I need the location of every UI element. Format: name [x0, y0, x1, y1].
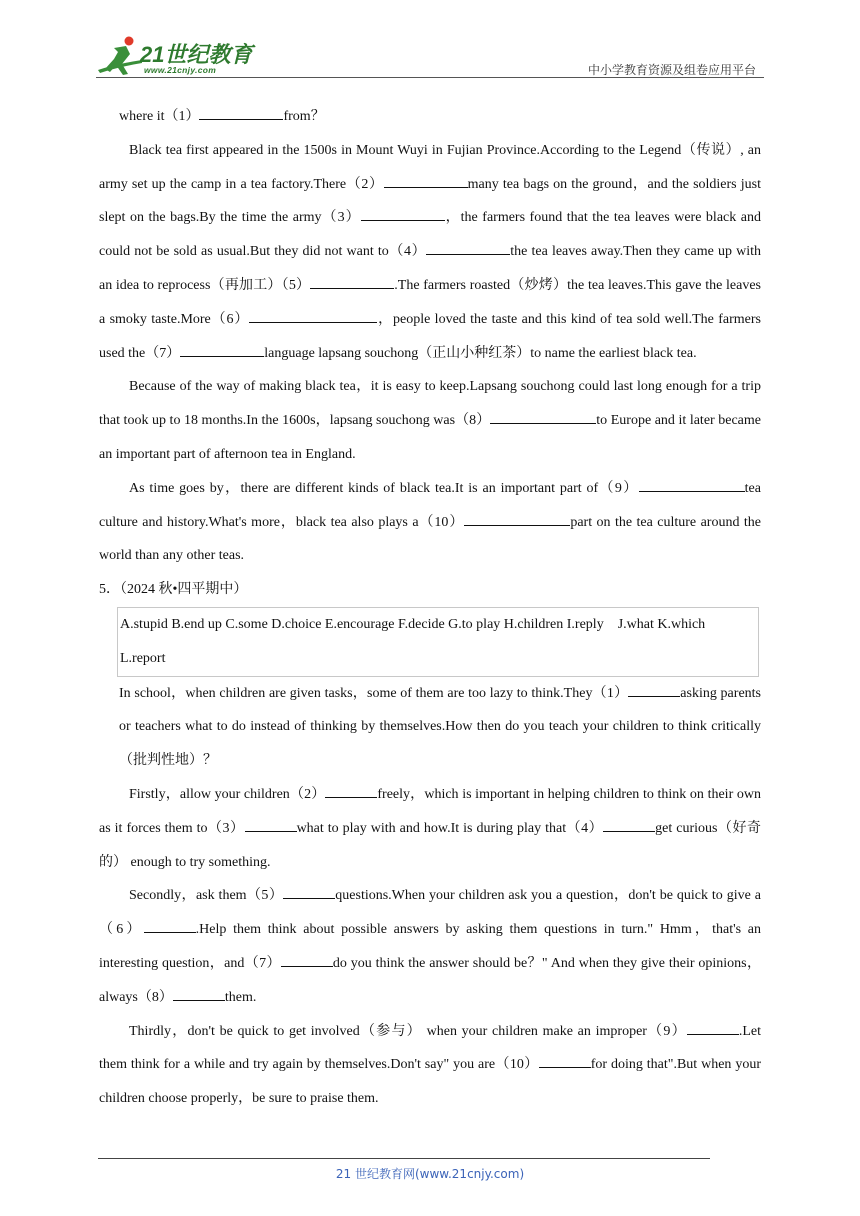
word-bank-box [117, 607, 759, 677]
text-segment: freely，which is important in helping children to think on their own as it forces them to（3） [99, 786, 761, 836]
answer-blank-10[interactable] [539, 1053, 591, 1068]
text-segment: .Let them think for a while and try again by themselves.Don't say" you are（10） [99, 1023, 761, 1073]
answer-blank-5[interactable] [283, 884, 335, 899]
answer-blank-10[interactable] [464, 511, 570, 526]
answer-blank-2[interactable] [325, 783, 377, 798]
answer-blank-3[interactable] [361, 206, 445, 221]
question-source: （2024 秋•四平期中） [120, 582, 248, 598]
passage-4-question-line [99, 100, 761, 134]
logo [96, 34, 266, 78]
text-segment: asking parents or teachers what to do instead of thinking by themselves.How then do you teach your children to think critically（批判性地）？ [119, 685, 761, 769]
text-segment: As time goes by，there are different kinds of black tea.It is an important part of（9） [129, 480, 639, 496]
text-segment: the tea leaves away.Then they came up with an idea to reprocess（再加工）（5） [99, 244, 761, 293]
passage-4-paragraph-2 [99, 370, 761, 471]
answer-blank-8[interactable] [173, 986, 225, 1001]
text-segment: language lapsang souchong（正山小种红茶）to name the earliest black tea. [264, 345, 697, 361]
document-body [99, 100, 761, 1116]
answer-blank-5[interactable] [310, 274, 394, 289]
answer-blank-4[interactable] [426, 240, 510, 255]
text-segment: part on the tea culture around the world than any other teas. [99, 514, 761, 564]
passage-4-paragraph-3 [99, 472, 761, 573]
answer-blank-1[interactable] [199, 105, 283, 120]
question-5-heading [99, 573, 761, 607]
platform-title: 中小学教育资源及组卷应用平台 [587, 63, 756, 77]
answer-blank-9[interactable] [687, 1020, 739, 1035]
logo-url: www.21cnjy.com [144, 65, 217, 75]
text-segment: questions.When your children ask you a question，don't be quick to give a （6） [99, 888, 761, 938]
text-segment: Black tea first appeared in the 1500s in Mount Wuyi in Fujian Province.According to the Legend（传说）, an army set up the camp in a tea factory.There（2） [99, 142, 761, 192]
text-segment: where it（1） [119, 109, 200, 124]
page-header [96, 34, 764, 78]
passage-5-paragraph-3 [99, 879, 761, 1014]
text-segment: Secondly，ask them（5） [129, 888, 284, 904]
logo-text: 21世纪教育 [140, 42, 253, 67]
answer-blank-7[interactable] [281, 952, 333, 967]
text-segment: Firstly，allow your children（2） [129, 786, 326, 802]
text-segment: what to play with and how.It is during play that（4） [296, 820, 604, 836]
passage-4-paragraph-1 [99, 134, 761, 371]
runner-icon [96, 34, 144, 78]
text-segment: tea culture and history.What's more，black tea also plays a（10） [99, 480, 761, 530]
passage-5-paragraph-2 [99, 778, 761, 879]
text-segment: Thirdly，don't be quick to get involved（参与） when your children make an improper（9） [129, 1023, 687, 1039]
passage-5-paragraph-4 [99, 1015, 761, 1116]
answer-blank-1[interactable] [628, 682, 680, 697]
answer-blank-9[interactable] [639, 477, 745, 492]
text-segment: from？ [283, 109, 325, 124]
answer-blank-6[interactable] [249, 308, 377, 323]
text-segment: .The farmers roasted（炒烤）the tea leaves.This gave the leaves a smoky taste.More（6） [99, 277, 761, 327]
text-segment: to Europe and it later became an important part of afternoon tea in England. [99, 413, 761, 462]
word-bank-line-2: L.report [120, 650, 166, 666]
answer-blank-4[interactable] [603, 817, 655, 832]
header-divider [96, 77, 764, 78]
answer-blank-2[interactable] [384, 173, 468, 188]
text-segment: In school，when children are given tasks，some of them are too lazy to think.They（1） [119, 685, 629, 701]
text-segment: do you think the answer should be？" And when they give their opinions，always（8） [99, 955, 761, 1005]
answer-blank-6[interactable] [144, 918, 196, 933]
passage-5-paragraph-1 [119, 677, 761, 778]
question-number: 5． [99, 582, 120, 598]
page-footer: 21 世纪教育网(www.21cnjy.com) [335, 1167, 525, 1181]
text-segment: many tea bags on the ground，and the soldiers just slept on the bags.By the time the army（3） [99, 176, 761, 226]
text-segment: ，people loved the taste and this kind of tea sold well.The farmers used the（7） [99, 311, 761, 361]
text-segment: get curious（好奇的） enough to try something. [99, 820, 761, 870]
answer-blank-7[interactable] [180, 342, 264, 357]
text-segment: them. [224, 989, 257, 1005]
text-segment: Because of the way of making black tea，it is easy to keep.Lapsang souchong could last long enough for a trip that took up to 18 months.In the 1600s，lapsang souchong was（8） [99, 379, 761, 429]
text-segment: for doing that".But when your children choose properly，be sure to praise them. [99, 1057, 761, 1107]
footer-divider [98, 1158, 710, 1159]
text-segment: .Help them think about possible answers by asking them questions in turn." Hmm，that's an interesting question，and（7） [99, 922, 762, 971]
answer-blank-8[interactable] [490, 409, 596, 424]
text-segment: ，the farmers found that the tea leaves were black and could not be sold as usual.But they did not want to（4） [99, 210, 761, 260]
word-bank-line-1: A.stupid B.end up C.some D.choice E.encourage F.decide G.to play H.children I.reply J.what K.which [120, 616, 706, 632]
answer-blank-3[interactable] [245, 817, 297, 832]
